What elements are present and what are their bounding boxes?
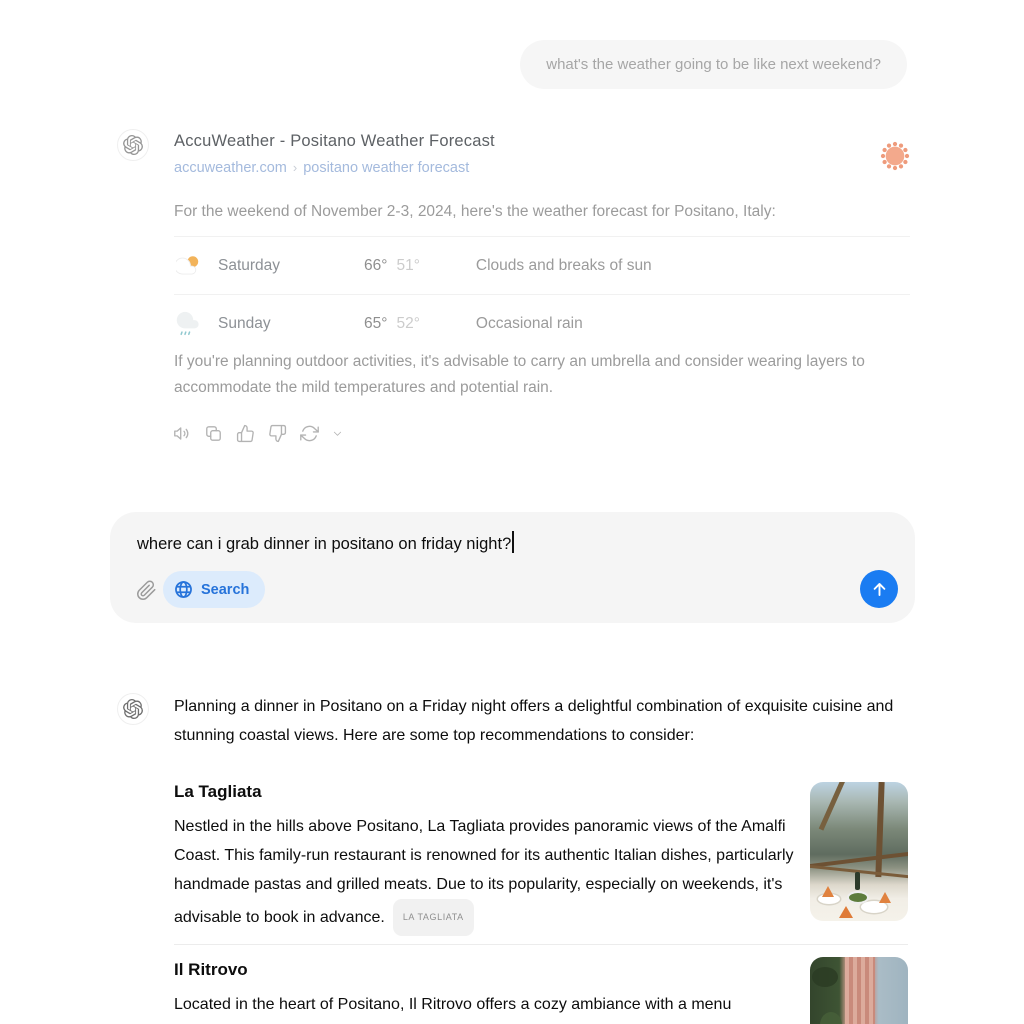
restaurant-photo-la-tagliata[interactable] bbox=[810, 782, 908, 921]
paperclip-icon bbox=[136, 580, 157, 601]
forecast-high-temp: 66° bbox=[364, 256, 388, 274]
rain-icon bbox=[176, 311, 202, 337]
thumbs-up-icon[interactable] bbox=[236, 424, 255, 443]
source-title: AccuWeather - Positano Weather Forecast bbox=[174, 132, 495, 150]
read-aloud-icon[interactable] bbox=[172, 424, 191, 443]
forecast-row-saturday bbox=[174, 236, 910, 294]
thumbs-down-icon[interactable] bbox=[268, 424, 287, 443]
openai-logo-icon bbox=[123, 135, 143, 155]
copy-icon[interactable] bbox=[204, 424, 223, 443]
sun-icon bbox=[879, 140, 911, 172]
user-message-bubble: what's the weather going to be like next weekend? bbox=[520, 40, 907, 89]
weather-advice-text: If you're planning outdoor activities, it's advisable to carry an umbrella and consider wearing layers to accommodate the mild temperatures and potential rain. bbox=[174, 353, 865, 396]
restaurant-name-la-tagliata: La Tagliata bbox=[174, 782, 262, 801]
assistant-avatar bbox=[117, 129, 149, 161]
forecast-row-sunday bbox=[174, 294, 910, 352]
message-action-bar bbox=[172, 424, 351, 443]
forecast-low-temp: 52° bbox=[396, 314, 420, 332]
composer-input[interactable]: where can i grab dinner in positano on friday night? bbox=[137, 531, 514, 554]
restaurant-description: Located in the heart of Positano, Il Ritrovo offers a cozy ambiance with a menu bbox=[174, 996, 732, 1013]
forecast-condition: Occasional rain bbox=[475, 314, 583, 332]
globe-icon bbox=[173, 579, 194, 600]
partly-sunny-icon bbox=[176, 253, 202, 279]
forecast-condition: Clouds and breaks of sun bbox=[475, 256, 652, 274]
message-composer[interactable] bbox=[110, 512, 915, 623]
weather-intro-text: For the weekend of November 2-3, 2024, here's the weather forecast for Positano, Italy: bbox=[174, 203, 776, 220]
arrow-up-icon bbox=[870, 580, 889, 599]
forecast-day: Saturday bbox=[218, 256, 281, 274]
source-domain-link[interactable]: accuweather.com bbox=[174, 160, 287, 176]
section-divider bbox=[174, 944, 908, 945]
text-caret bbox=[512, 531, 514, 553]
source-breadcrumb bbox=[174, 160, 469, 176]
attach-file-button[interactable] bbox=[128, 572, 164, 608]
send-button[interactable] bbox=[860, 570, 898, 608]
search-toggle-button[interactable] bbox=[163, 571, 265, 608]
regenerate-icon[interactable] bbox=[300, 424, 319, 443]
restaurant-name-il-ritrovo: Il Ritrovo bbox=[174, 960, 248, 979]
restaurant-photo-il-ritrovo[interactable] bbox=[810, 957, 908, 1024]
openai-logo-icon bbox=[123, 699, 143, 719]
chevron-down-icon[interactable] bbox=[332, 424, 351, 443]
forecast-high-temp: 65° bbox=[364, 314, 388, 332]
forecast-day: Sunday bbox=[218, 314, 271, 332]
search-button-label: Search bbox=[201, 581, 250, 598]
restaurant-description: Nestled in the hills above Positano, La Tagliata provides panoramic views of the Amalfi Coast. This family-run restaurant is renowned for its authentic Italian dishes, particularly handmade pastas and grilled meats. Due to its popularity, especially on weekends, it's advisable to book in advance. LA TAGLIATA bbox=[174, 812, 794, 936]
forecast-low-temp: 51° bbox=[396, 256, 420, 274]
dinner-intro-text: Planning a dinner in Positano on a Friday night offers a delightful combination of exquisite cuisine and stunning coastal views. Here are some top recommendations to consider: bbox=[174, 698, 894, 744]
accuweather-favicon bbox=[879, 140, 911, 172]
breadcrumb-separator: › bbox=[292, 160, 298, 175]
source-citation-badge[interactable]: LA TAGLIATA bbox=[393, 899, 474, 936]
source-path-link[interactable]: positano weather forecast bbox=[303, 160, 470, 176]
assistant-avatar bbox=[117, 693, 149, 725]
forecast-table bbox=[174, 236, 910, 352]
